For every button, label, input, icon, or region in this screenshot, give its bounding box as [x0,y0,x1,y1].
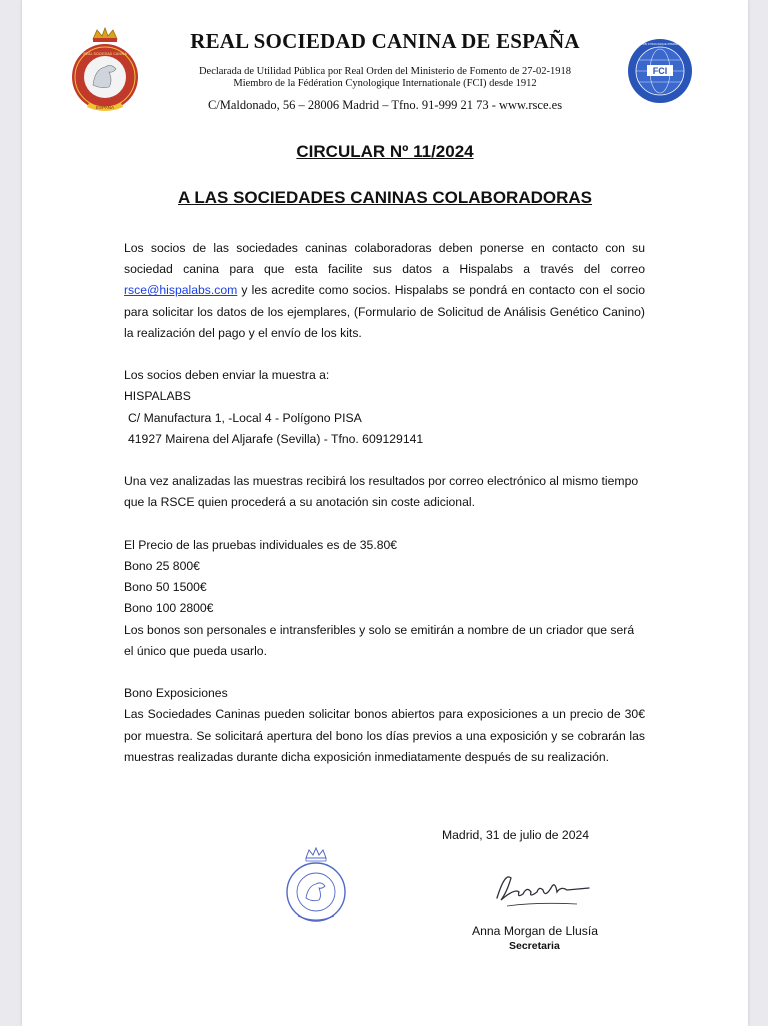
signature-name: Anna Morgan de Llusía [472,924,599,938]
price-bono-25: Bono 25 800€ [124,559,200,573]
price-bono-100: Bono 100 2800€ [124,601,214,616]
intro-text-before-email: Los socios de las sociedades caninas colaboradoras deben ponerse en contacto con su sociedad canina para que esta facilite sus datos a Hispalabs a través del correo [124,241,645,277]
bonos-note: Los bonos son personales e intransferibles y solo se emitirán a nombre de un criador que será el único que pueda usarlo. [124,622,635,658]
fci-ring-text: FÉDÉRATION CYNOLOGIQUE INTERNATIONALE [631,43,689,46]
org-address: C/Maldonado, 56 – 28006 Madrid – Tfno. 91-999 21 73 - www.rsce.es [207,98,563,112]
results-paragraph: Una vez analizadas las muestras recibirá los resultados por correo electrónico al mismo tiempo que la RSCE quien procederá a su anotación sin coste adicional. [124,474,639,510]
signature-date: Madrid, 31 de julio de 2024 [442,828,590,842]
shipping-city: 41927 Mairena del Aljarafe (Sevilla) - Tfno. 609129141 [128,431,424,446]
document-body [124,238,645,768]
org-declaration: Declarada de Utilidad Pública por Real Orden del Ministerio de Fomento de 27-02-1918 [198,66,572,77]
exposiciones-text: Las Sociedades Caninas pueden solicitar bonos abiertos para exposiciones a un precio de 30€ por muestra. Se solicitará apertura del bono los días previos a una exposición y se cobrarán las muestras realizadas durante dicha exposición inmediatamente después de su realización. [124,707,645,764]
intro-text-after-email: y les acredite como socios. Hispalabs se pondrá en contacto con el socio para solicitar los datos de los ejemplares, (Formulario de Solicitud de Análisis Genético Canino) la realización del pago y el envío de los kits. [124,283,645,340]
price-bono-50: Bono 50 1500€ [124,580,207,595]
signature-role: Secretaria [509,940,560,952]
document-page [22,0,748,1026]
fci-logo-icon [627,38,693,104]
org-membership: Miembro de la Fédération Cynologique Internationale (FCI) desde 1912 [233,78,537,89]
logo-left-bottom-text: ESPAÑA [96,105,114,110]
circular-heading: A LAS SOCIEDADES CANINAS COLABORADORAS [177,188,592,207]
exposiciones-title: Bono Exposiciones [124,686,228,701]
fci-logo-text: FCI [652,66,668,76]
handwritten-signature [477,858,607,918]
circular-title: CIRCULAR Nº 11/2024 [296,142,474,161]
price-individual: El Precio de las pruebas individuales es de 35.80€ [124,537,398,552]
logo-left-top-text: REAL SOCIEDAD CANINA [83,52,127,56]
rsce-stamp-icon [284,846,348,924]
org-name: REAL SOCIEDAD CANINA DE ESPAÑA [190,29,580,53]
shipping-intro: Los socios deben enviar la muestra a: [124,368,330,383]
email-link[interactable]: rsce@hispalabs.com [124,283,238,298]
shipping-company: HISPALABS [124,389,191,404]
shipping-street: C/ Manufactura 1, -Local 4 - Polígono PISA [128,410,362,425]
intro-paragraph [124,238,645,344]
